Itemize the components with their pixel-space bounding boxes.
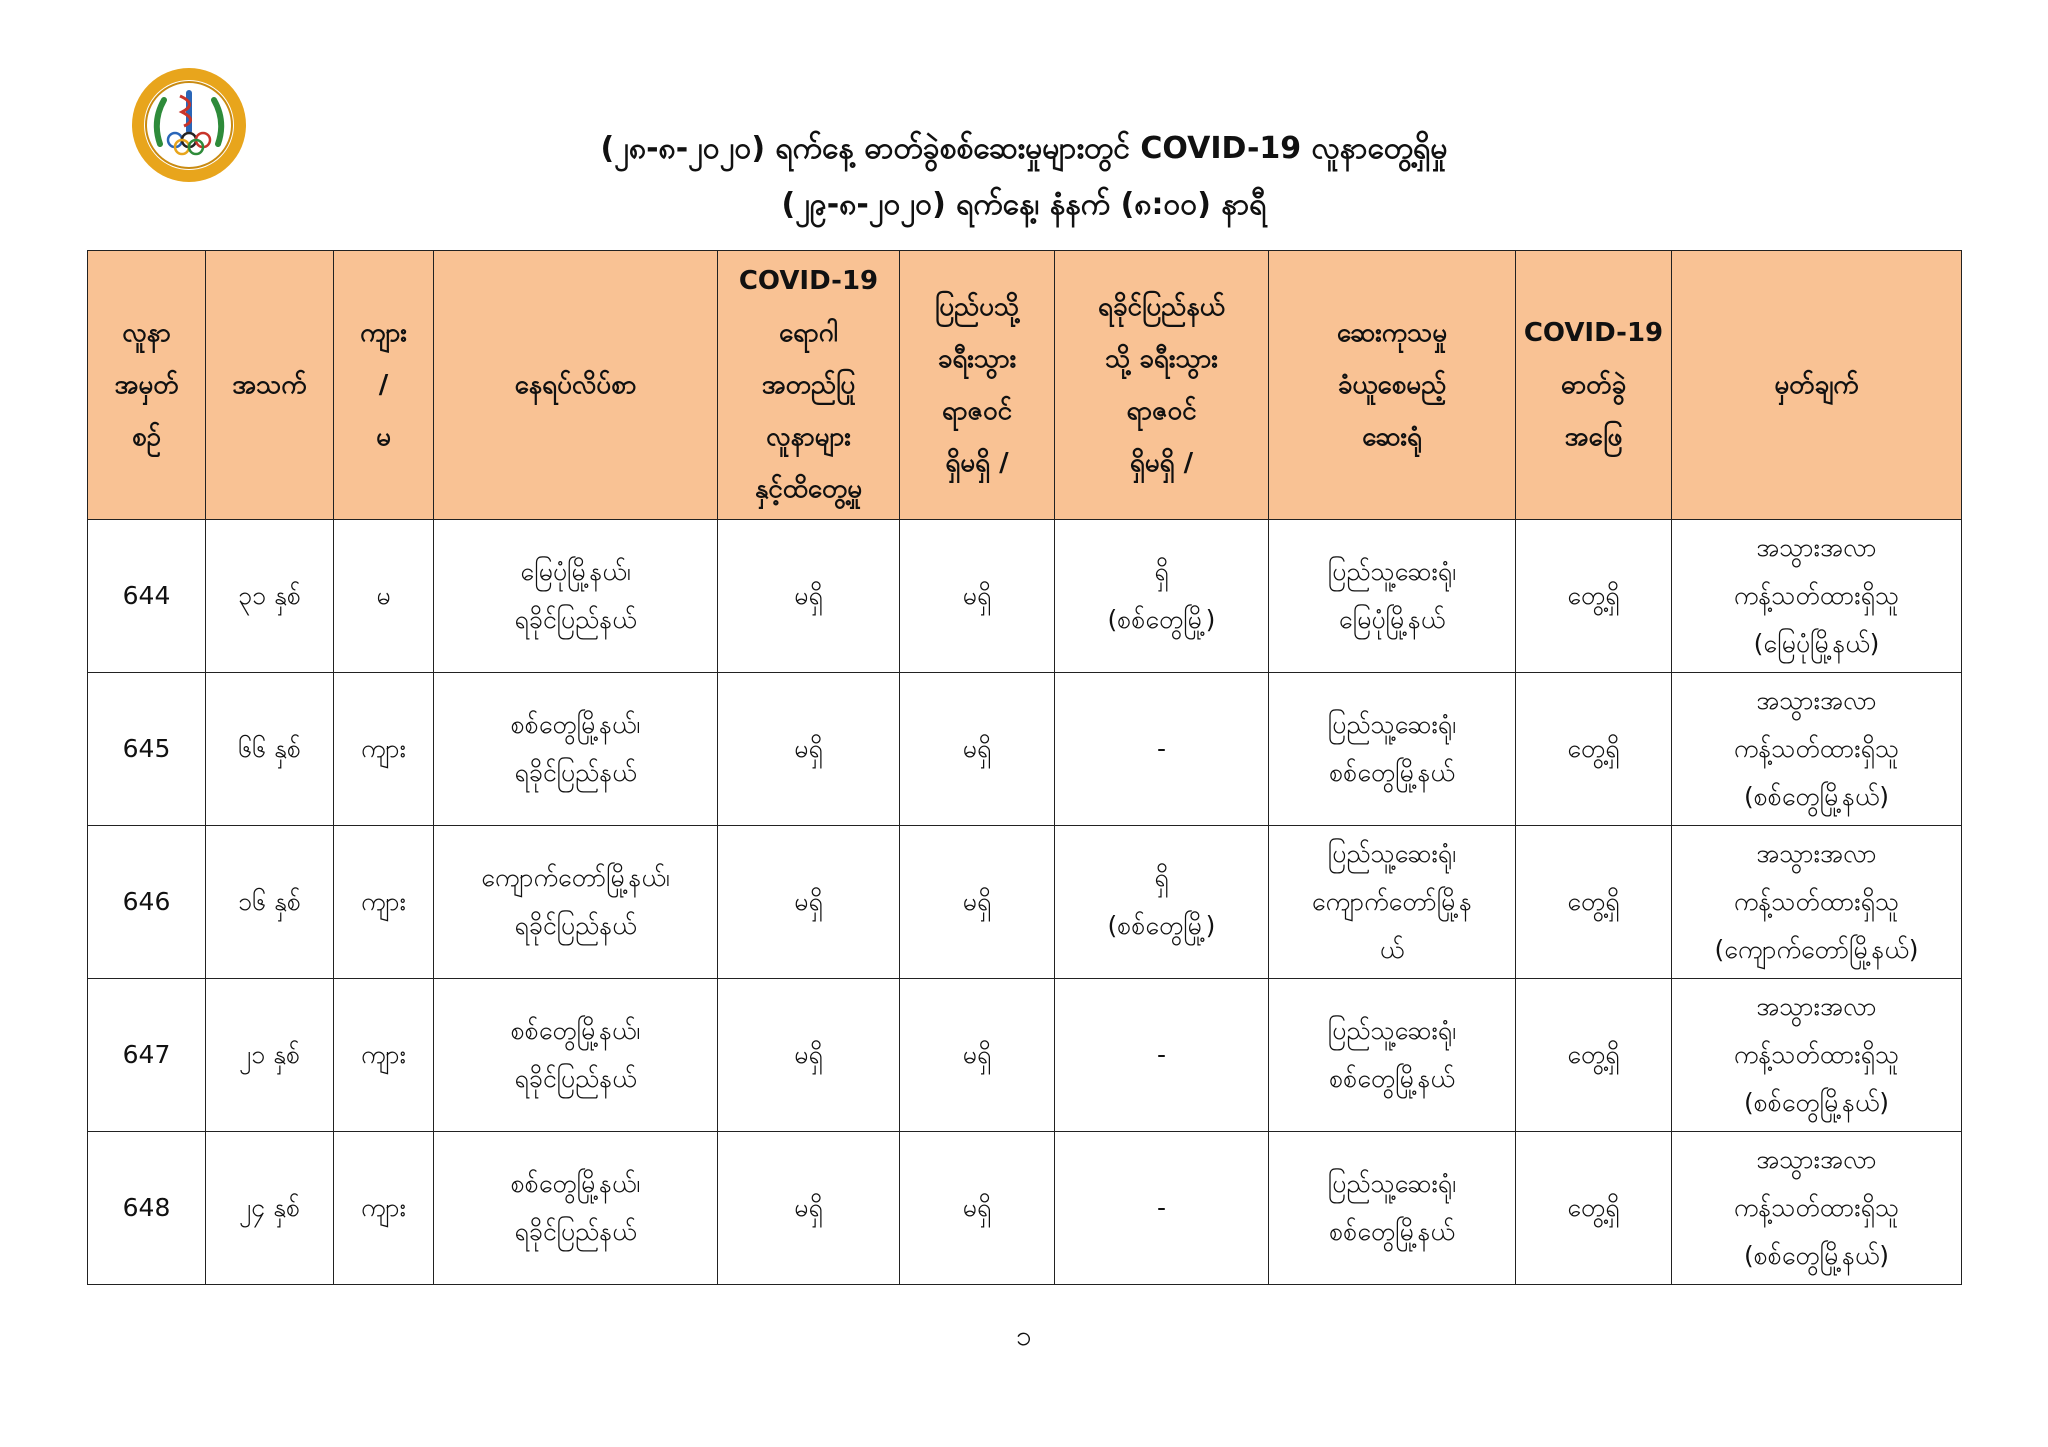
table-row	[88, 1132, 1962, 1285]
cell-remark: အသွားအလာ ကန့်သတ်ထားရှိသူ (စစ်တွေမြို့နယ်)	[1672, 673, 1962, 826]
table-row	[88, 673, 1962, 826]
cell-contact: မရှိ	[718, 979, 900, 1132]
column-header-contact: COVID-19 ရောဂါ အတည်ပြု လူနာများ နှင့်ထိတွေ့မှု	[718, 251, 900, 520]
cell-address: စစ်တွေမြို့နယ်၊ ရခိုင်ပြည်နယ်	[434, 673, 718, 826]
cell-foreign-travel: မရှိ	[900, 826, 1055, 979]
cell-rakhine-travel: ရှိ (စစ်တွေမြို့)	[1055, 520, 1269, 673]
column-header-address: နေရပ်လိပ်စာ	[434, 251, 718, 520]
column-header-result: COVID-19 ဓာတ်ခွဲ အဖြေ	[1516, 251, 1672, 520]
cell-patient-no: 646	[88, 826, 206, 979]
cell-contact: မရှိ	[718, 1132, 900, 1285]
cell-rakhine-travel: -	[1055, 1132, 1269, 1285]
cell-rakhine-travel: -	[1055, 673, 1269, 826]
cell-age: ၆၆ နှစ်	[206, 673, 334, 826]
cell-foreign-travel: မရှိ	[900, 979, 1055, 1132]
cell-gender: မ	[334, 520, 434, 673]
cell-hospital: ပြည်သူ့ဆေးရုံ၊ ကျောက်တော်မြို့န ယ်	[1269, 826, 1516, 979]
column-header-patient-no: လူနာ အမှတ် စဉ်	[88, 251, 206, 520]
cell-age: ၂၄ နှစ်	[206, 1132, 334, 1285]
cell-gender: ကျား	[334, 1132, 434, 1285]
cell-age: ၃၁ နှစ်	[206, 520, 334, 673]
cell-address: စစ်တွေမြို့နယ်၊ ရခိုင်ပြည်နယ်	[434, 1132, 718, 1285]
cell-result: တွေ့ရှိ	[1516, 979, 1672, 1132]
column-header-rakhine-travel: ရခိုင်ပြည်နယ် သို့ ခရီးသွား ရာဇဝင် ရှိမရှိ /	[1055, 251, 1269, 520]
cell-address: စစ်တွေမြို့နယ်၊ ရခိုင်ပြည်နယ်	[434, 979, 718, 1132]
cell-gender: ကျား	[334, 979, 434, 1132]
cell-rakhine-travel: ရှိ (စစ်တွေမြို့)	[1055, 826, 1269, 979]
cell-hospital: ပြည်သူ့ဆေးရုံ၊ စစ်တွေမြို့နယ်	[1269, 673, 1516, 826]
covid-cases-table	[87, 250, 1962, 1285]
cell-remark: အသွားအလာ ကန့်သတ်ထားရှိသူ (စစ်တွေမြို့နယ်)	[1672, 979, 1962, 1132]
cell-rakhine-travel: -	[1055, 979, 1269, 1132]
column-header-age: အသက်	[206, 251, 334, 520]
cell-foreign-travel: မရှိ	[900, 520, 1055, 673]
cell-result: တွေ့ရှိ	[1516, 520, 1672, 673]
cell-contact: မရှိ	[718, 520, 900, 673]
cell-gender: ကျား	[334, 826, 434, 979]
report-date-time: (၂၉-၈-၂၀၂၀) ရက်နေ့၊ နံနက် (၈:၀၀) နာရီ	[781, 187, 1267, 222]
cell-contact: မရှိ	[718, 673, 900, 826]
cell-patient-no: 647	[88, 979, 206, 1132]
cell-remark: အသွားအလာ ကန့်သတ်ထားရှိသူ (ကျောက်တော်မြို့နယ်)	[1672, 826, 1962, 979]
table-row	[88, 826, 1962, 979]
cell-patient-no: 648	[88, 1132, 206, 1285]
column-header-gender: ကျား / မ	[334, 251, 434, 520]
table-row	[88, 979, 1962, 1132]
cell-contact: မရှိ	[718, 826, 900, 979]
table-header-row	[88, 251, 1962, 520]
cell-hospital: ပြည်သူ့ဆေးရုံ၊ စစ်တွေမြို့နယ်	[1269, 979, 1516, 1132]
page-number: ၁	[1016, 1319, 1032, 1352]
cell-patient-no: 644	[88, 520, 206, 673]
cell-result: တွေ့ရှိ	[1516, 1132, 1672, 1285]
cell-gender: ကျား	[334, 673, 434, 826]
cell-hospital: ပြည်သူ့ဆေးရုံ၊ စစ်တွေမြို့နယ်	[1269, 1132, 1516, 1285]
cell-result: တွေ့ရှိ	[1516, 826, 1672, 979]
report-title: (၂၈-၈-၂၀၂၀) ရက်နေ့ ဓာတ်ခွဲစစ်ဆေးမှုများတွင် COVID-19 လူနာတွေ့ရှိမှု	[600, 131, 1448, 166]
cell-age: ၁၆ နှစ်	[206, 826, 334, 979]
column-header-remark: မှတ်ချက်	[1672, 251, 1962, 520]
cell-foreign-travel: မရှိ	[900, 673, 1055, 826]
column-header-foreign-travel: ပြည်ပသို့ ခရီးသွား ရာဇဝင် ရှိမရှိ /	[900, 251, 1055, 520]
table-row	[88, 520, 1962, 673]
cell-address: ကျောက်တော်မြို့နယ်၊ ရခိုင်ပြည်နယ်	[434, 826, 718, 979]
cell-foreign-travel: မရှိ	[900, 1132, 1055, 1285]
cell-remark: အသွားအလာ ကန့်သတ်ထားရှိသူ (စစ်တွေမြို့နယ်)	[1672, 1132, 1962, 1285]
column-header-hospital: ဆေးကုသမှု ခံယူစေမည့် ဆေးရုံ	[1269, 251, 1516, 520]
cell-hospital: ပြည်သူ့ဆေးရုံ၊ မြေပုံမြို့နယ်	[1269, 520, 1516, 673]
cell-result: တွေ့ရှိ	[1516, 673, 1672, 826]
cell-address: မြေပုံမြို့နယ်၊ ရခိုင်ပြည်နယ်	[434, 520, 718, 673]
cell-remark: အသွားအလာ ကန့်သတ်ထားရှိသူ (မြေပုံမြို့နယ်)	[1672, 520, 1962, 673]
cell-age: ၂၁ နှစ်	[206, 979, 334, 1132]
cell-patient-no: 645	[88, 673, 206, 826]
